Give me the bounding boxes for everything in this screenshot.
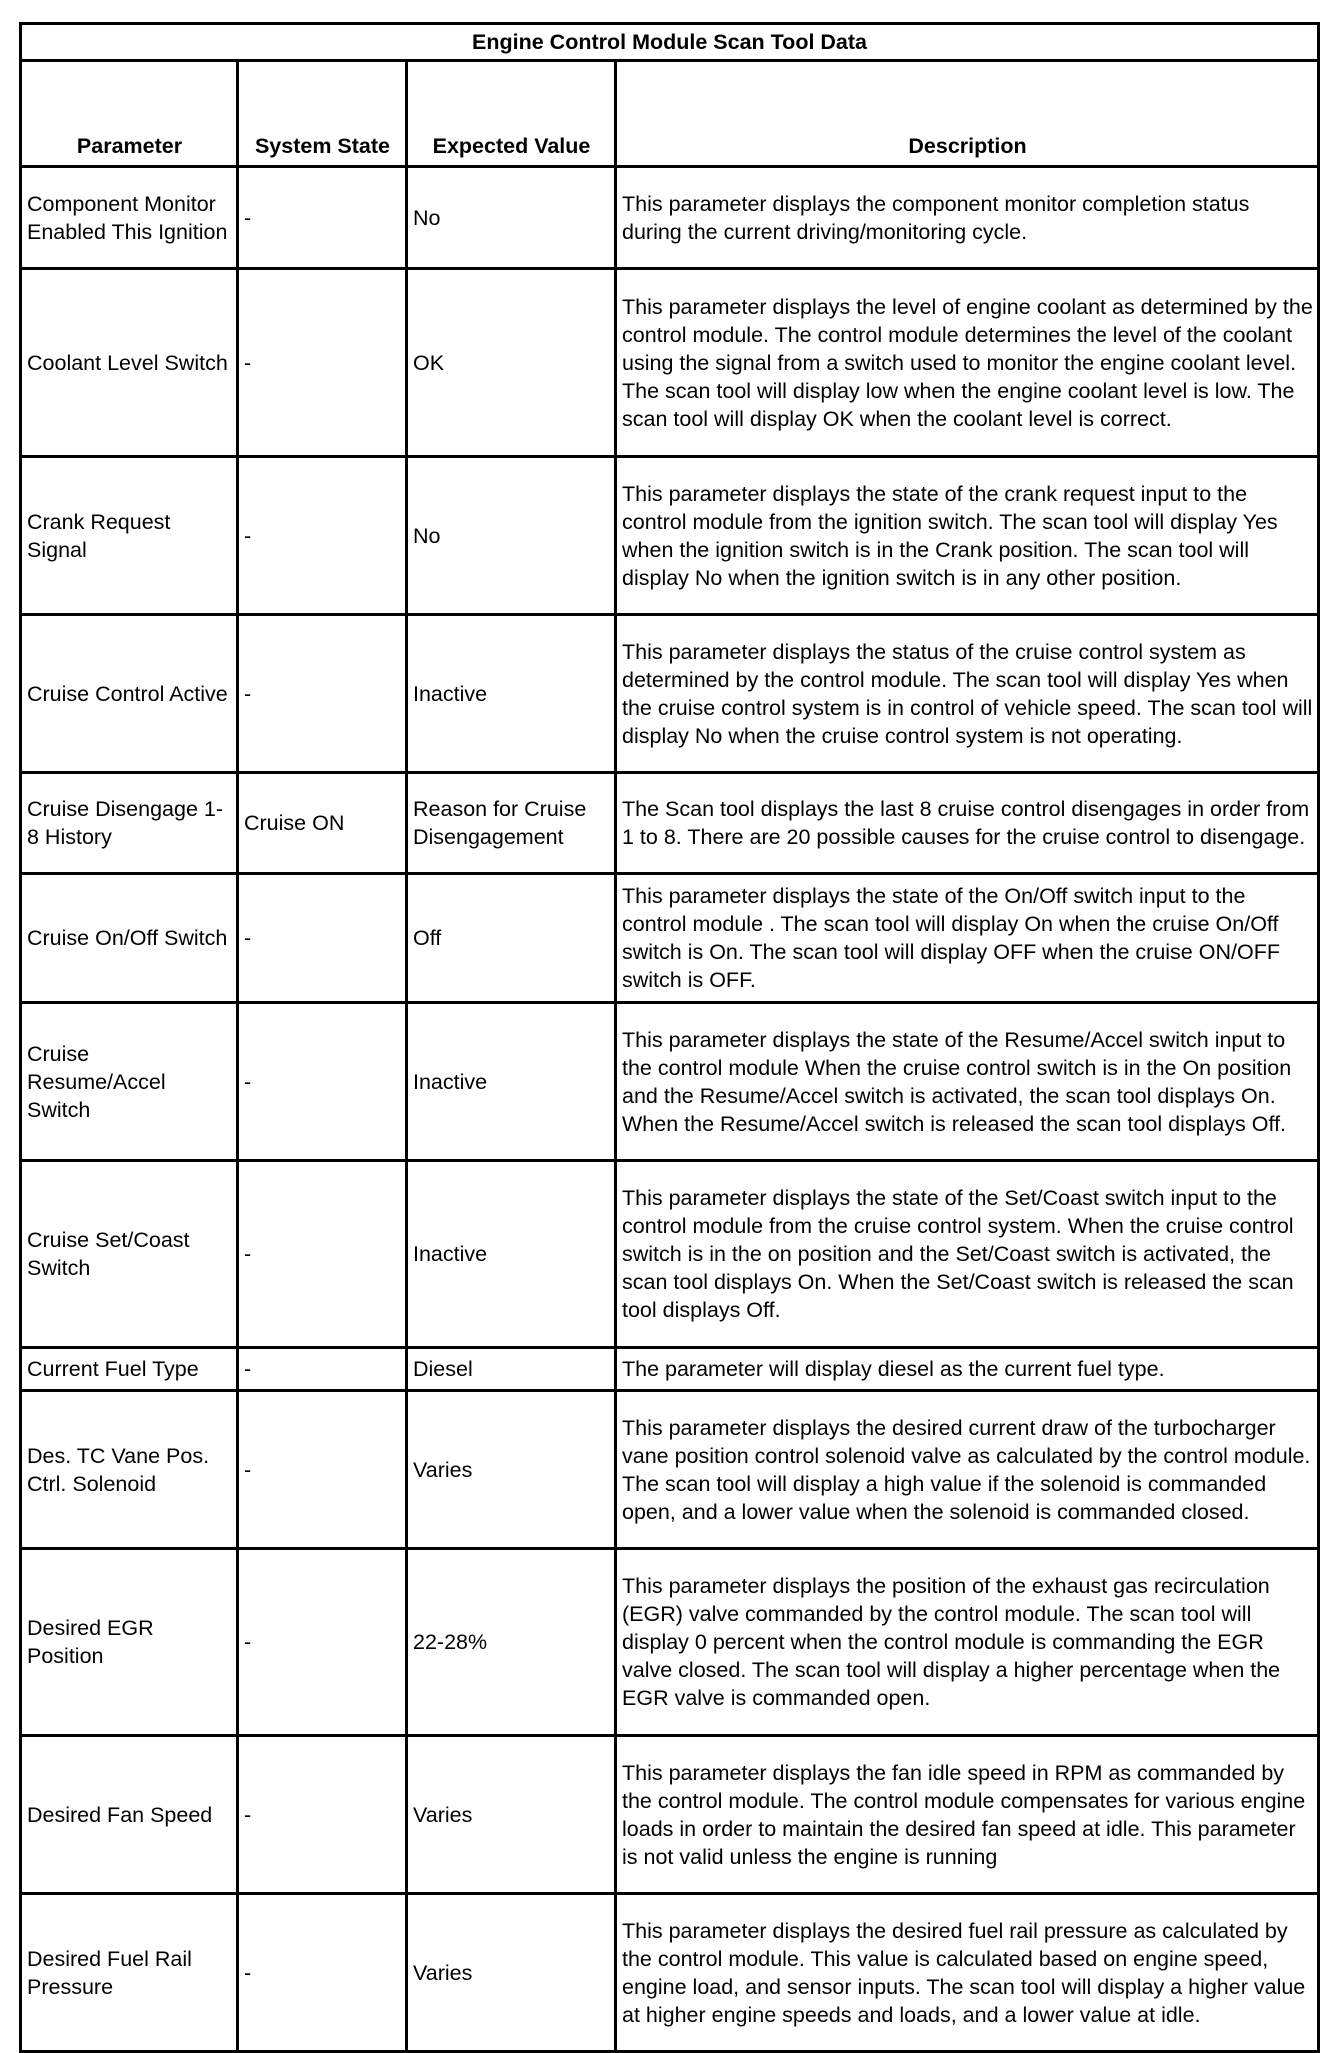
column-header-parameter: Parameter bbox=[21, 61, 238, 167]
system-state-cell: - bbox=[238, 615, 407, 773]
table-row bbox=[21, 1894, 1319, 2052]
table-row bbox=[21, 269, 1319, 457]
expected-value-cell: No bbox=[407, 167, 616, 269]
description-cell: This parameter displays the level of engine coolant as determined by the control module. The control module determines the level of the coolant using the signal from a switch used to monitor the engine coolant level. The scan tool will display low when the engine coolant level is low. The scan tool will display OK when the coolant level is correct. bbox=[616, 269, 1319, 457]
parameter-cell: Crank Request Signal bbox=[21, 457, 238, 615]
description-cell: This parameter displays the position of the exhaust gas recirculation (EGR) valve commanded by the control module. The scan tool will display 0 percent when the control module is commanding the EGR valve closed. The scan tool will display a higher percentage when the EGR valve is commanded open. bbox=[616, 1549, 1319, 1736]
parameter-cell: Coolant Level Switch bbox=[21, 269, 238, 457]
parameter-cell: Cruise Set/Coast Switch bbox=[21, 1161, 238, 1348]
description-cell: This parameter displays the state of the Resume/Accel switch input to the control module When the cruise control switch is in the On position and the Resume/Accel switch is activated, the scan tool displays On. When the Resume/Accel switch is released the scan tool displays Off. bbox=[616, 1003, 1319, 1161]
system-state-cell: - bbox=[238, 1161, 407, 1348]
expected-value-cell: Diesel bbox=[407, 1348, 616, 1391]
table-row bbox=[21, 167, 1319, 269]
parameter-cell: Current Fuel Type bbox=[21, 1348, 238, 1391]
system-state-cell: - bbox=[238, 1391, 407, 1549]
description-cell: This parameter displays the state of the Set/Coast switch input to the control module from the cruise control system. When the cruise control switch is in the on position and the Set/Coast switch is activated, the scan tool displays On. When the Set/Coast switch is released the scan tool displays Off. bbox=[616, 1161, 1319, 1348]
expected-value-cell: Varies bbox=[407, 1391, 616, 1549]
system-state-cell: - bbox=[238, 269, 407, 457]
parameter-cell: Desired Fan Speed bbox=[21, 1736, 238, 1894]
table-row bbox=[21, 1549, 1319, 1736]
expected-value-cell: Off bbox=[407, 874, 616, 1003]
parameter-cell: Cruise Control Active bbox=[21, 615, 238, 773]
table-row bbox=[21, 773, 1319, 874]
expected-value-cell: Reason for Cruise Disengagement bbox=[407, 773, 616, 874]
table-row bbox=[21, 457, 1319, 615]
system-state-cell: - bbox=[238, 167, 407, 269]
description-cell: This parameter displays the component monitor completion status during the current driving/monitoring cycle. bbox=[616, 167, 1319, 269]
table-row bbox=[21, 1161, 1319, 1348]
table-body bbox=[21, 167, 1319, 2052]
table-row bbox=[21, 1003, 1319, 1161]
table-row bbox=[21, 1736, 1319, 1894]
column-header-expected-value: Expected Value bbox=[407, 61, 616, 167]
parameter-cell: Component Monitor Enabled This Ignition bbox=[21, 167, 238, 269]
expected-value-cell: Varies bbox=[407, 1736, 616, 1894]
table-row bbox=[21, 874, 1319, 1003]
column-header-system-state: System State bbox=[238, 61, 407, 167]
scan-tool-data-document bbox=[19, 22, 1317, 2053]
system-state-cell: Cruise ON bbox=[238, 773, 407, 874]
column-header-description: Description bbox=[616, 61, 1319, 167]
table-row bbox=[21, 1348, 1319, 1391]
description-cell: This parameter displays the state of the On/Off switch input to the control module . The scan tool will display On when the cruise On/Off switch is On. The scan tool will display OFF when the cruise ON/OFF switch is OFF. bbox=[616, 874, 1319, 1003]
expected-value-cell: OK bbox=[407, 269, 616, 457]
description-cell: This parameter displays the desired current draw of the turbocharger vane position control solenoid valve as calculated by the control module. The scan tool will display a high value if the solenoid is commanded open, and a lower value when the solenoid is commanded closed. bbox=[616, 1391, 1319, 1549]
parameter-cell: Cruise Resume/Accel Switch bbox=[21, 1003, 238, 1161]
description-cell: This parameter displays the desired fuel rail pressure as calculated by the control module. This value is calculated based on engine speed, engine load, and sensor inputs. The scan tool will display a higher value at higher engine speeds and loads, and a lower value at idle. bbox=[616, 1894, 1319, 2052]
table-row bbox=[21, 1391, 1319, 1549]
description-cell: This parameter displays the fan idle speed in RPM as commanded by the control module. The control module compensates for various engine loads in order to maintain the desired fan speed at idle. This parameter is not valid unless the engine is running bbox=[616, 1736, 1319, 1894]
expected-value-cell: Inactive bbox=[407, 1161, 616, 1348]
description-cell: This parameter displays the state of the crank request input to the control module from the ignition switch. The scan tool will display Yes when the ignition switch is in the Crank position. The scan tool will display No when the ignition switch is in any other position. bbox=[616, 457, 1319, 615]
expected-value-cell: Varies bbox=[407, 1894, 616, 2052]
expected-value-cell: Inactive bbox=[407, 1003, 616, 1161]
expected-value-cell: Inactive bbox=[407, 615, 616, 773]
expected-value-cell: 22-28% bbox=[407, 1549, 616, 1736]
description-cell: The parameter will display diesel as the current fuel type. bbox=[616, 1348, 1319, 1391]
system-state-cell: - bbox=[238, 1736, 407, 1894]
table-title: Engine Control Module Scan Tool Data bbox=[21, 24, 1319, 61]
system-state-cell: - bbox=[238, 1348, 407, 1391]
parameter-cell: Desired EGR Position bbox=[21, 1549, 238, 1736]
system-state-cell: - bbox=[238, 1894, 407, 2052]
parameter-cell: Cruise Disengage 1-8 History bbox=[21, 773, 238, 874]
parameter-cell: Cruise On/Off Switch bbox=[21, 874, 238, 1003]
system-state-cell: - bbox=[238, 874, 407, 1003]
system-state-cell: - bbox=[238, 457, 407, 615]
scan-tool-data-table bbox=[19, 22, 1320, 2053]
system-state-cell: - bbox=[238, 1549, 407, 1736]
expected-value-cell: No bbox=[407, 457, 616, 615]
table-row bbox=[21, 615, 1319, 773]
parameter-cell: Des. TC Vane Pos. Ctrl. Solenoid bbox=[21, 1391, 238, 1549]
description-cell: The Scan tool displays the last 8 cruise control disengages in order from 1 to 8. There are 20 possible causes for the cruise control to disengage. bbox=[616, 773, 1319, 874]
parameter-cell: Desired Fuel Rail Pressure bbox=[21, 1894, 238, 2052]
system-state-cell: - bbox=[238, 1003, 407, 1161]
description-cell: This parameter displays the status of the cruise control system as determined by the control module. The scan tool will display Yes when the cruise control system is in control of vehicle speed. The scan tool will display No when the cruise control system is not operating. bbox=[616, 615, 1319, 773]
